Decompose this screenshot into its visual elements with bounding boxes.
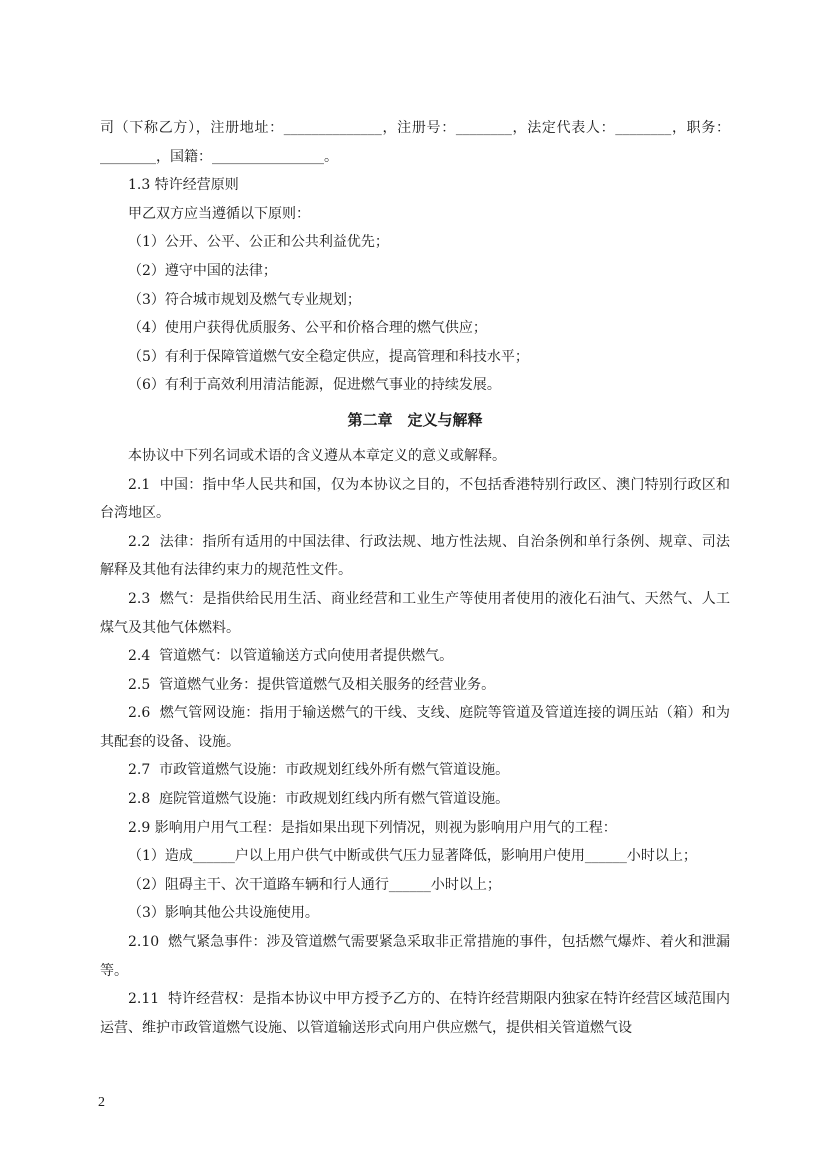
list-item-principle-6: （6）有利于高效利用清洁能源，促进燃气事业的持续发展。 xyxy=(128,377,501,394)
paragraph-principles-intro: 甲乙双方应当遵循以下原则： xyxy=(128,205,310,222)
list-item-2-9-2: （2）阻碍主干、次干道路车辆和行人通行______小时以上； xyxy=(128,876,501,893)
list-item-principle-2: （2）遵守中国的法律； xyxy=(128,262,277,279)
paragraph-definitions-intro: 本协议中下列名词或术语的含义遵从本章定义的意义或解释。 xyxy=(128,447,506,464)
definition-2-4: 2.4 管道燃气：以管道输送方式向使用者提供燃气。 xyxy=(128,648,454,665)
list-item-principle-5: （5）有利于保障管道燃气安全稳定供应，提高管理和科技水平； xyxy=(128,348,529,365)
definition-2-9: 2.9 影响用户用气工程：是指如果出现下列情况，则视为影响用户用气的工程： xyxy=(128,819,617,836)
document-body xyxy=(100,114,730,1042)
definition-2-10: 2.10 燃气紧急事件：涉及管道燃气需要紧急采取非正常措施的事件，包括燃气爆炸、着火和泄漏等。 xyxy=(100,934,730,979)
chapter-title: 第二章 定义与解释 xyxy=(347,410,483,429)
definition-2-5: 2.5 管道燃气业务：提供管道燃气及相关服务的经营业务。 xyxy=(128,676,496,693)
paragraph-party-b-info: 司（下称乙方），注册地址：______________，注册号：________，法定代表人：________，职务：________，国籍：________________。 xyxy=(100,120,730,165)
list-item-principle-4: （4）使用户获得优质服务、公平和价格合理的燃气供应； xyxy=(128,320,487,337)
definition-2-3: 2.3 燃气：是指供给民用生活、商业经营和工业生产等使用者使用的液化石油气、天然气、人工煤气及其他气体燃料。 xyxy=(100,590,730,636)
definition-2-7: 2.7 市政管道燃气设施：市政规划红线外所有燃气管道设施。 xyxy=(128,762,510,779)
list-item-principle-1: （1）公开、公平、公正和公共利益优先； xyxy=(128,234,389,251)
list-item-principle-3: （3）符合城市规划及燃气专业规划； xyxy=(128,291,361,308)
definition-2-8: 2.8 庭院管道燃气设施：市政规划红线内所有燃气管道设施。 xyxy=(128,791,510,808)
list-item-2-9-3: （3）影响其他公共设施使用。 xyxy=(128,905,319,922)
definition-2-1: 2.1 中国：指中华人民共和国，仅为本协议之目的，不包括香港特别行政区、澳门特别行政区和台湾地区。 xyxy=(100,476,730,522)
list-item-2-9-1: （1）造成______户以上用户供气中断或供气压力显著降低，影响用户使用______小时以上； xyxy=(128,848,697,865)
section-heading-1-3: 1.3 特许经营原则 xyxy=(128,177,239,194)
definition-2-11: 2.11 特许经营权：是指本协议中甲方授予乙方的、在特许经营期限内独家在特许经营区域范围内运营、维护市政管道燃气设施、以管道输送形式向用户供应燃气，提供相关管道燃气设 xyxy=(100,991,730,1036)
definition-2-6: 2.6 燃气管网设施：指用于输送燃气的干线、支线、庭院等管道及管道连接的调压站（箱）和为其配套的设备、设施。 xyxy=(100,705,730,750)
definition-2-2: 2.2 法律：指所有适用的中国法律、行政法规、地方性法规、自治条例和单行条例、规章、司法解释及其他有法律约束力的规范性文件。 xyxy=(100,533,730,579)
page-number: 2 xyxy=(98,1095,105,1110)
